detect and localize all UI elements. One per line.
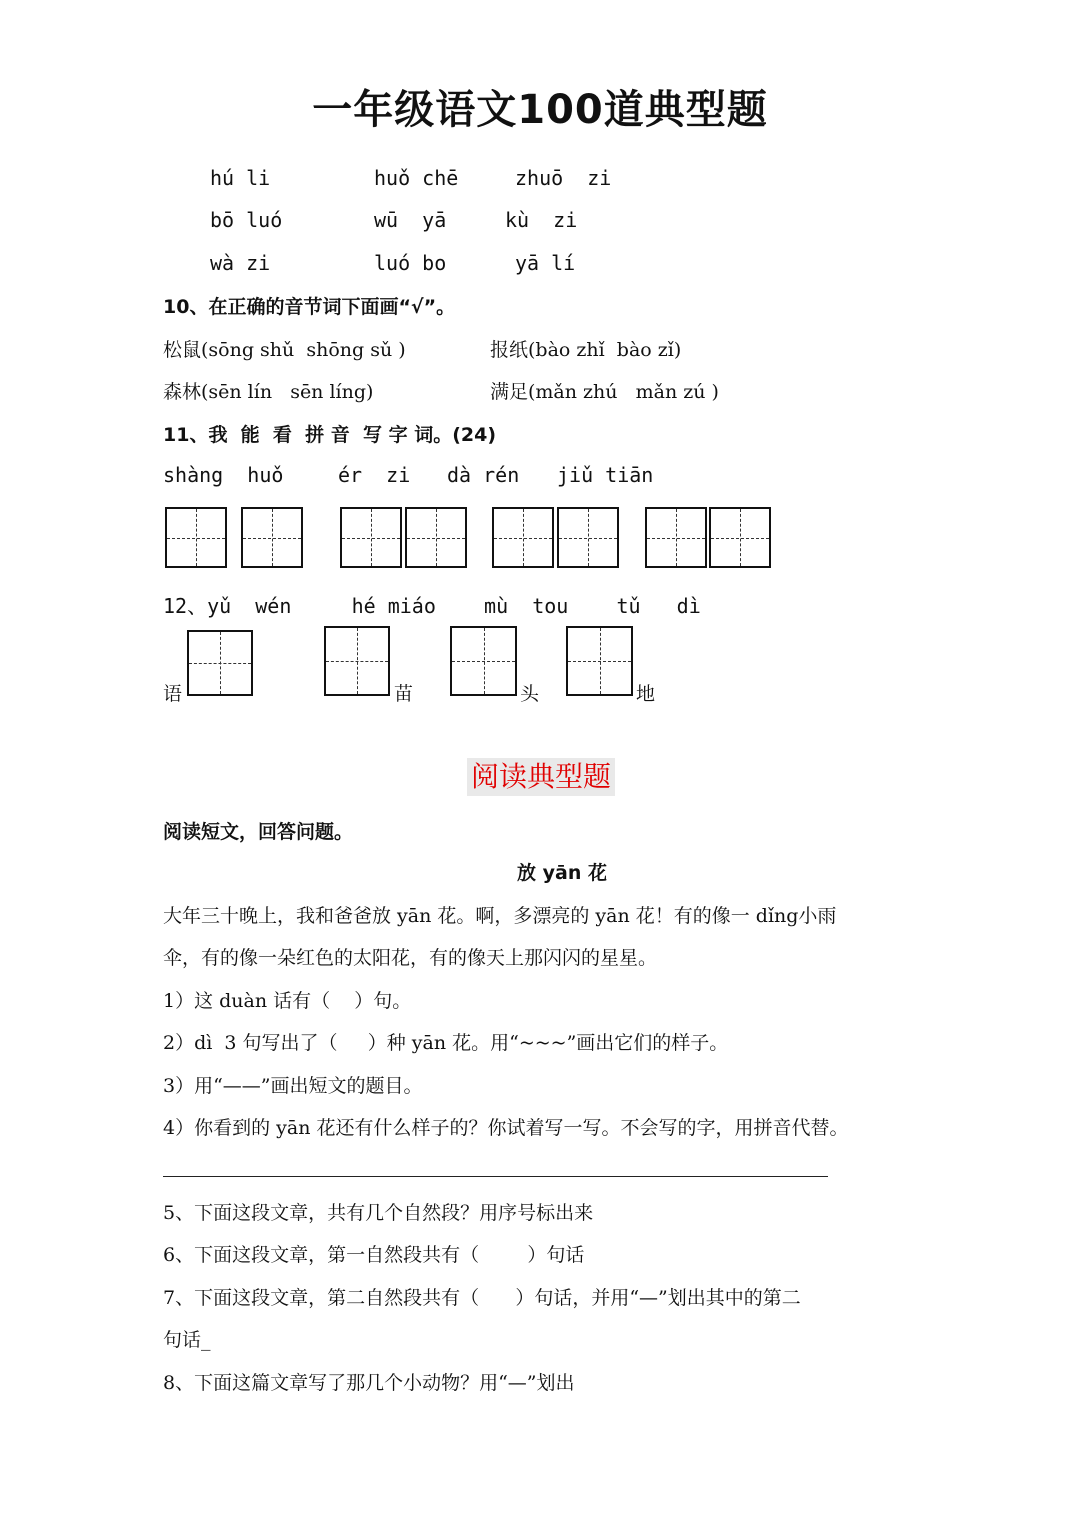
question-line: 句话_ xyxy=(163,1329,211,1351)
reading-instruction: 阅读短文，回答问题。 xyxy=(163,821,354,843)
reading-section-title: 阅读典型题 xyxy=(467,758,615,796)
page-title: 一年级语文100道典型题 xyxy=(312,87,768,133)
given-character: 语 xyxy=(163,683,183,705)
given-character: 苗 xyxy=(394,683,414,705)
pinyin-word: hú li xyxy=(210,166,271,190)
question-line: 6、下面这段文章，第一自然段共有（ ）句话 xyxy=(163,1244,585,1266)
given-character: 头 xyxy=(520,683,540,705)
writing-grid-box[interactable] xyxy=(340,507,402,568)
question-10-option: 满足(mǎn zhú mǎn zú ) xyxy=(490,381,719,403)
question-10-option: 森林(sēn lín sēn líng) xyxy=(163,381,374,403)
writing-grid-box[interactable] xyxy=(709,507,771,568)
question-line: 8、下面这篇文章写了那几个小动物？用“—”划出 xyxy=(163,1372,575,1394)
pinyin-word: ér zi xyxy=(338,463,411,487)
reading-question: 2）dì 3 句写出了（ ）种 yān 花。用“~~~”画出它们的样子。 xyxy=(163,1032,729,1054)
writing-grid-box[interactable] xyxy=(241,507,303,568)
reading-question: 1）这 duàn 话有（ ）句。 xyxy=(163,990,412,1012)
story-title: 放 yān 花 xyxy=(517,862,607,884)
writing-grid-box[interactable] xyxy=(492,507,554,568)
pinyin-word: jiǔ tiān xyxy=(557,463,654,487)
story-paragraph: 大年三十晚上，我和爸爸放 yān 花。啊，多漂亮的 yān 花！有的像一 dǐng小雨 xyxy=(163,905,837,927)
pinyin-word: wà zi xyxy=(210,251,271,275)
pinyin-word: bō luó xyxy=(210,208,283,232)
story-paragraph: 伞，有的像一朵红色的太阳花，有的像天上那闪闪的星星。 xyxy=(163,947,658,969)
writing-grid-box[interactable] xyxy=(450,626,517,696)
question-10-option: 松鼠(sōng shǔ shōng sǔ ) xyxy=(163,339,406,361)
pinyin-word: huǒ chē xyxy=(374,166,459,190)
pinyin-word: yā lí xyxy=(515,251,576,275)
pinyin-word: kù zi xyxy=(505,208,578,232)
writing-grid-box[interactable] xyxy=(557,507,619,568)
pinyin-word: luó bo xyxy=(374,251,447,275)
reading-question: 3）用“——”画出短文的题目。 xyxy=(163,1075,423,1097)
reading-question: 4）你看到的 yān 花还有什么样子的？你试着写一写。不会写的字，用拼音代替。 xyxy=(163,1117,849,1139)
pinyin-word: zhuō zi xyxy=(515,166,612,190)
pinyin-word: wū yā xyxy=(374,208,447,232)
writing-grid-box[interactable] xyxy=(645,507,707,568)
writing-grid-box[interactable] xyxy=(566,626,633,696)
question-line: 7、下面这段文章，第二自然段共有（ ）句话，并用“—”划出其中的第二 xyxy=(163,1287,801,1309)
answer-line[interactable] xyxy=(163,1176,828,1177)
question-11-heading: 11、我 能 看 拼 音 写 字 词。(24) xyxy=(163,424,497,446)
question-10-option: 报纸(bào zhǐ bào zǐ) xyxy=(490,339,682,361)
question-line: 5、下面这段文章，共有几个自然段？用序号标出来 xyxy=(163,1202,594,1224)
question-10-heading: 10、在正确的音节词下面画“√”。 xyxy=(163,296,456,318)
writing-grid-box[interactable] xyxy=(187,630,253,696)
question-12-prompt: 12、yǔ wén hé miáo mù tou tǔ dì xyxy=(163,594,701,618)
given-character: 地 xyxy=(636,683,656,705)
writing-grid-box[interactable] xyxy=(324,626,390,696)
pinyin-word: dà rén xyxy=(447,463,520,487)
writing-grid-box[interactable] xyxy=(405,507,467,568)
pinyin-word: shàng huǒ xyxy=(163,463,284,487)
writing-grid-box[interactable] xyxy=(165,507,227,568)
